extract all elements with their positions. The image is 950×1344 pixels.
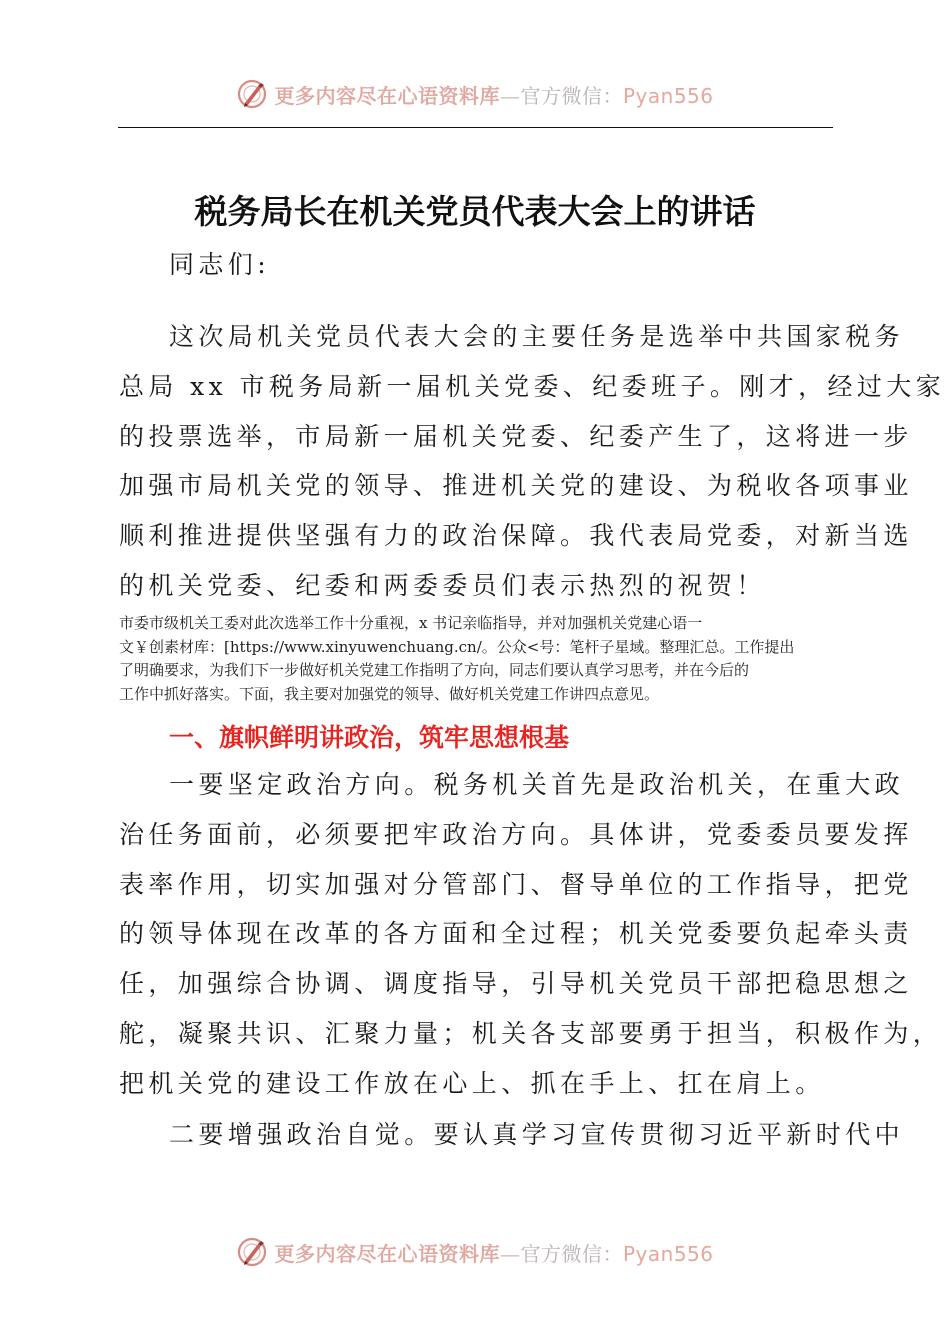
paragraph-line: 的机关党委、纪委和两委委员们表示热烈的祝贺！ xyxy=(119,570,766,600)
small-note xyxy=(119,612,832,706)
header-banner xyxy=(0,74,950,114)
small-note-line: 市委市级机关工委对此次选举工作十分重视，x 书记亲临指导，并对加强机关党建心语一 xyxy=(119,614,703,632)
banner-dash: — xyxy=(499,1241,521,1266)
document-title: 税务局长在机关党员代表大会上的讲话 xyxy=(194,192,756,231)
banner-main-text: 更多内容尽在心语资料库 xyxy=(274,83,500,108)
banner-dash: — xyxy=(499,83,521,108)
paragraph-line: 把机关党的建设工作放在心上、抓在手上、扛在肩上。 xyxy=(119,1068,825,1098)
paragraph-2 xyxy=(119,760,943,1109)
small-note-line: 了明确要求，为我们下一步做好机关党建工作指明了方向，同志们要认真学习思考，并在今后的 xyxy=(119,661,750,679)
paragraph-1 xyxy=(119,312,946,611)
paragraph-line: 舵，凝聚共识、汇聚力量；机关各支部要勇于担当，积极作为， xyxy=(119,1018,943,1048)
footer-banner xyxy=(0,1232,950,1272)
banner-main-text: 更多内容尽在心语资料库 xyxy=(274,1241,500,1266)
small-note-line: 工作中抓好落实。下面，我主要对加强党的领导、做好机关党建工作讲四点意见。 xyxy=(119,684,660,703)
paragraph-line: 加强市局机关党的领导、推进机关党的建设、为税收各项事业 xyxy=(119,471,913,501)
banner-text xyxy=(274,1238,713,1267)
greeting: 同志们: xyxy=(169,250,271,279)
banner-text xyxy=(274,80,713,109)
section-1-heading: 一、旗帜鲜明讲政治，筑牢思想根基 xyxy=(169,723,570,752)
paragraph-line: 这次局机关党员代表大会的主要任务是选举中共国家税务 xyxy=(169,322,905,351)
paragraph-line: 任，加强综合协调、调度指导，引导机关党员干部把稳思想之 xyxy=(119,969,913,999)
paragraph-line: 顺利推进提供坚强有力的政治保障。我代表局党委，对新当选 xyxy=(119,521,913,551)
paragraph-line: 表率作用，切实加强对分管部门、督导单位的工作指导，把党 xyxy=(119,869,913,899)
banner-handle: Pyan556 xyxy=(622,1241,714,1266)
pen-logo-icon xyxy=(236,77,270,111)
paragraph-line: 一要坚定政治方向。税务机关首先是政治机关，在重大政 xyxy=(169,770,905,799)
paragraph-line: 总局 xx 市税务局新一届机关党委、纪委班子。刚才，经过大家 xyxy=(119,371,946,401)
pen-logo-icon xyxy=(236,1235,270,1269)
small-note-line: 文￥创素材库：[https://www.xinyuwenchuang.cn/。公众<号：笔杆子星域。整理汇总。工作提出 xyxy=(119,637,795,656)
banner-wechat-label: 官方微信： xyxy=(520,83,623,108)
paragraph-line: 的领导体现在改革的各方面和全过程；机关党委要负起牵头责 xyxy=(119,919,913,949)
paragraph-3 xyxy=(119,1110,905,1160)
banner-handle: Pyan556 xyxy=(622,83,714,108)
banner-wechat-label: 官方微信： xyxy=(520,1241,623,1266)
header-rule xyxy=(118,127,833,128)
greeting-block xyxy=(119,240,832,290)
paragraph-line: 治任务面前，必须要把牢政治方向。具体讲，党委委员要发挥 xyxy=(119,819,913,849)
paragraph-line: 的投票选举，市局新一届机关党委、纪委产生了，这将进一步 xyxy=(119,421,913,451)
paragraph-line: 二要增强政治自觉。要认真学习宣传贯彻习近平新时代中 xyxy=(169,1120,905,1149)
